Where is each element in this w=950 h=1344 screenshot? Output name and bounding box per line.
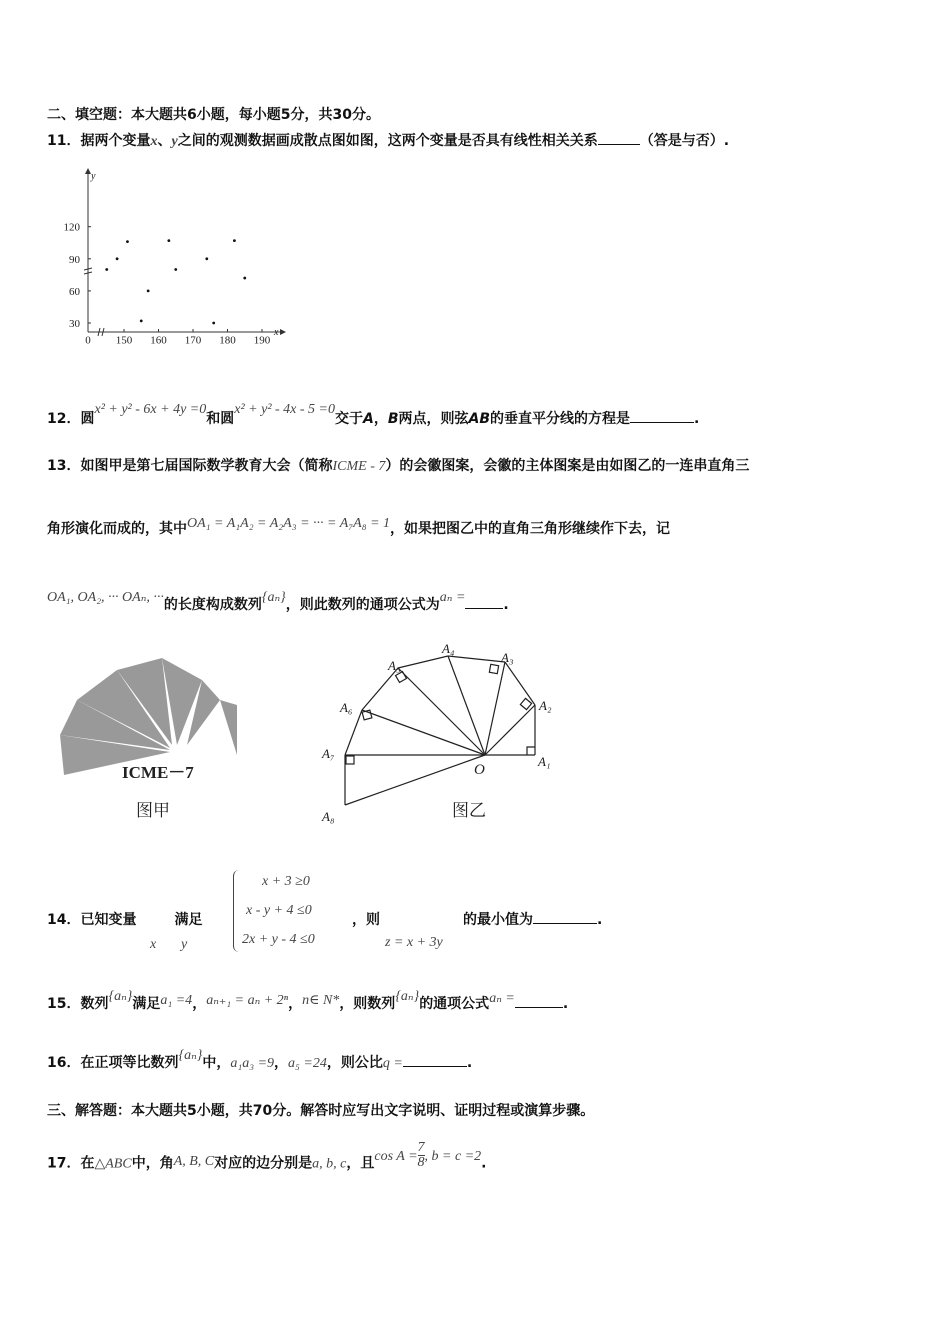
question-11 [47,130,729,150]
q14-brace [233,870,242,952]
q17-text-1: 17．在 [47,1155,95,1172]
segment-a6-a7 [345,710,362,755]
q17-text-4: ，且 [346,1155,375,1172]
q14-var-x: x [150,937,157,952]
q12-point-b: B [387,411,399,427]
q14-constraint-3: 2x + y - 4 ≤0 [242,932,315,947]
q12-number: 12．圆 [47,411,95,427]
q11-var-y: y [171,134,178,149]
q12-comma: ， [373,411,388,427]
q15-text-3: ，则数列 [339,996,396,1012]
question-13-line-3 [47,590,509,614]
label-a5: A₅ [388,658,401,673]
q17-text-3: 对应的边分别是 [214,1155,313,1172]
x-axis-arrow [280,329,286,335]
q15-text-2: 满足 [132,996,161,1012]
section-3-heading: 三、解答题：本大题共5小题，共70分。解答时应写出文字说明、证明过程或演算步骤。 [47,1103,595,1119]
q12-circle-2-equation: x² + y² - 4x - 5 =0 [234,402,336,417]
q14-constraint-1: x + 3 ≥0 [262,874,310,889]
q13-text-2: 角形演化而成的，其中 [47,521,187,537]
x-tick-label: 180 [219,334,236,347]
segment-a2-a3 [505,662,535,705]
q14-constraint-2: x - y + 4 ≤0 [246,903,312,918]
q12-text-2a: 交于 [335,411,364,427]
scatter-point [233,239,236,242]
q15-recurrence: aₙ₊₁ = aₙ + 2ⁿ [206,993,289,1008]
question-13-line-1 [47,455,749,475]
q13-an: aₙ = [439,590,466,605]
q16-end: . [466,1055,473,1071]
q13-text-3: 的长度构成数列 [163,597,262,613]
scatter-points [105,239,246,324]
q12-text-2c: 的垂直平分线的方程是 [490,411,631,427]
q12-point-a: A [363,411,374,427]
q11-text-2: 之间的观测数据画成散点图如图，这两个变量是否具有线性相关关系 [177,133,598,149]
x-tick-label: 150 [115,334,133,347]
segment-o-a3 [485,662,505,755]
scatter-point [126,240,129,243]
q11-text-3: （答是与否）. [639,133,730,149]
q12-text-1: 和圆 [206,411,235,427]
right-angle-mark [527,747,535,755]
q17-numerator: 7 [417,1140,425,1155]
x-tick-label: 0 [85,334,91,347]
section-2-heading: 二、填空题：本大题共6小题，每小题5分，共30分。 [47,107,380,123]
x-tick-label: 160 [150,334,167,347]
question-14 [47,909,202,929]
q14-objective: z = x + 3y [385,935,443,950]
y-tick-label: 90 [69,253,80,266]
q16-text-2: 中， [202,1055,231,1071]
scatter-point [140,319,143,322]
y-tick-label: 120 [63,221,80,234]
segment-o-a4 [448,656,485,755]
segment-o-a8 [345,755,485,805]
label-a4: A₄ [442,641,455,656]
label-a7: A₇ [322,746,335,761]
q14-tail [463,909,602,929]
q13-set: {aₙ} [261,590,286,605]
q11-text-1: 据两个变量 [80,133,151,149]
q15-answer-blank [515,995,563,1008]
q14-var-y: y [181,937,188,952]
scatter-point [243,277,246,280]
q15-set-2: {aₙ} [395,989,420,1004]
q17-triangle: △ABC [94,1156,132,1172]
q16-condition-2: a₅ =24 [288,1056,327,1071]
q15-end: . [562,996,569,1012]
q13-icme: ICME - 7 [332,459,386,474]
q14-text-3: ，则 [352,912,380,928]
q17-tail: , b = c =2 [424,1148,482,1164]
q13-end: . [503,597,509,613]
q11-number: 11． [47,133,81,149]
scatter-point [105,268,108,271]
label-o: O [474,762,485,778]
scatter-point [116,257,119,260]
y-tick-label: 30 [69,318,80,330]
q12-text-2b: 两点，则弦 [398,411,469,427]
scatter-point [212,322,215,325]
q16-answer-blank [403,1054,467,1067]
q17-denominator: 8 [417,1155,425,1170]
q13-sequence: OA₁, OA₂, ··· OAₙ, ··· [47,590,164,605]
question-13-line-2 [47,518,670,538]
figure-icme-logo [52,650,242,830]
q13-text-1b: ）的会徽图案，会徽的主体图案是由如图乙的一连串直角三 [385,458,750,474]
q16-q: q = [382,1056,403,1071]
q12-end: . [694,411,700,427]
x-axis-label: x [274,327,279,338]
q15-text-1: 15．数列 [47,996,109,1012]
caption-figure-yi: 图乙 [452,801,486,821]
question-17 [47,1140,487,1178]
y-tick-label: 60 [69,285,80,298]
scatter-plot [60,162,300,347]
q11-sep: 、 [157,133,172,149]
q12-answer-blank [630,410,694,423]
q14-text-2: 满足 [174,912,203,928]
q13-equal-lengths: OA₁ = A₁A₂ = A₂A₃ = ··· = A₇A₈ = 1 [187,516,391,531]
q11-answer-blank [598,132,640,145]
y-axis-label: y [91,171,96,182]
q14-answer-blank [533,911,597,924]
q16-condition-1: a₁a₃ =9 [230,1056,275,1071]
q14-text-1: 14．已知变量 [47,912,137,928]
segment-o-a6 [362,710,485,755]
q13-text-1: 13．如图甲是第七届国际数学教育大会（简称 [47,458,333,474]
q17-fraction [418,1141,425,1170]
question-16: 16．在正项等比数列{aₙ}中，a₁a₃ =9，a₅ =24，则公比q = . [47,1048,473,1071]
q13-answer-blank [465,596,503,609]
segment-a5-a6 [362,668,398,710]
scatter-point [205,257,208,260]
scatter-point [174,268,177,271]
segment-a4-a5 [398,656,448,668]
label-a1: A₁ [538,754,551,769]
q11-var-x: x [150,134,158,149]
caption-figure-jia: 图甲 [136,801,170,821]
q17-angles: A, B, C [173,1153,215,1169]
scatter-axes [64,168,287,347]
q16-text-1: 16．在正项等比数列 [47,1055,179,1071]
scatter-point [167,239,170,242]
q16-set: {aₙ} [178,1048,203,1063]
right-angle-mark [489,664,498,673]
right-angle-mark [346,756,354,764]
logo-triangle [220,700,237,755]
q14-text-4: 的最小值为 [463,912,533,928]
logo-text: ICME－7 [122,763,194,782]
q15-an: aₙ = [489,991,515,1006]
q12-circle-1-equation: x² + y² - 6x + 4y =0 [94,402,207,417]
label-a3: A₃ [501,650,514,665]
q17-end: . [481,1155,487,1172]
q15-domain: n∈ N* [302,993,340,1008]
segment-o-a5 [398,668,485,755]
question-12 [47,402,700,428]
figure-spiral-triangles [318,640,588,830]
q14-end: . [597,912,603,928]
q17-cos: cos A = [374,1148,418,1164]
x-tick-label: 170 [184,334,202,347]
q15-initial: a₁ =4 [160,993,193,1008]
q17-sides: a, b, c [312,1156,347,1172]
scatter-point [147,290,150,293]
q12-chord-ab: AB [468,411,491,427]
q15-set: {aₙ} [108,989,133,1004]
question-15: 15．数列{aₙ}满足a₁ =4，aₙ₊₁ = aₙ + 2ⁿ，n∈ N*，则数列{aₙ}的通项公式aₙ = . [47,989,569,1012]
q17-text-2: 中，角 [131,1155,174,1172]
right-angle-mark [520,698,531,709]
label-a2: A₂ [539,698,552,713]
right-angle-mark [396,672,407,683]
q13-text-2b: ，如果把图乙中的直角三角形继续作下去，记 [390,521,671,537]
label-a8: A₈ [322,809,335,824]
label-a6: A₆ [340,700,353,715]
q13-text-3b: ，则此数列的通项公式为 [285,597,440,613]
q16-text-3: ，则公比 [326,1055,383,1071]
segment-a3-a4 [448,656,505,662]
x-tick-label: 190 [253,334,271,347]
q15-text-4: 的通项公式 [419,996,490,1012]
